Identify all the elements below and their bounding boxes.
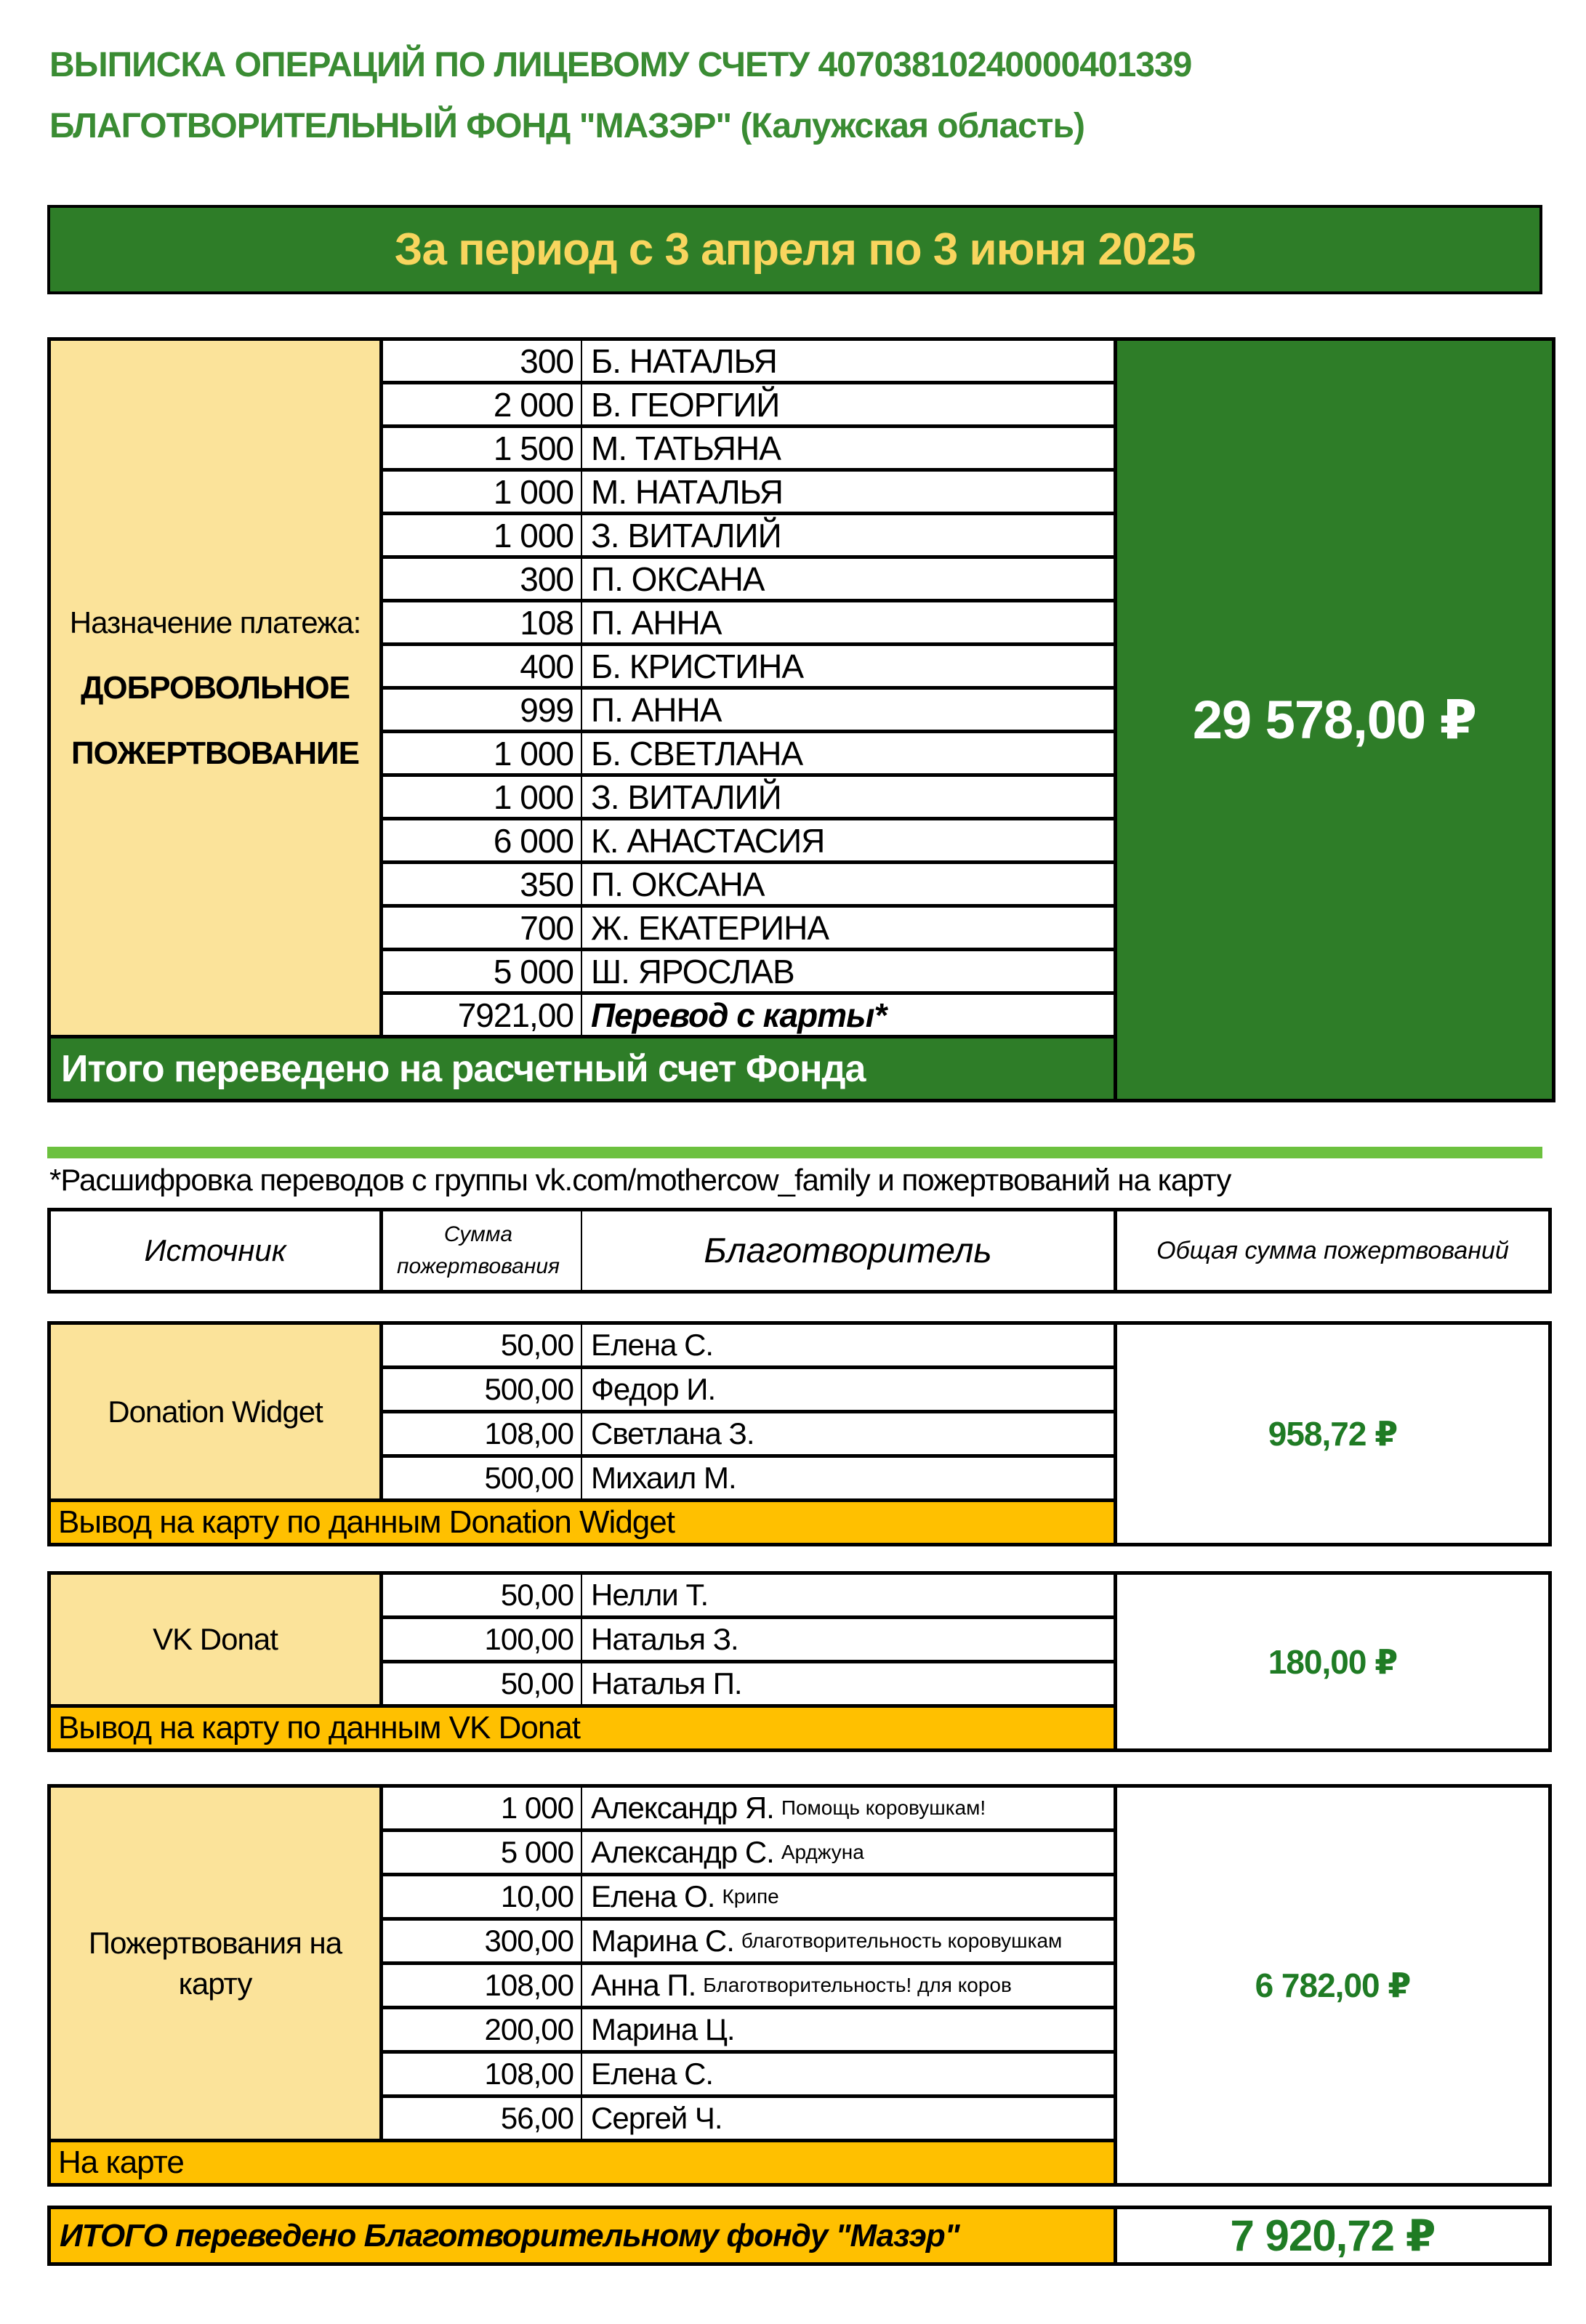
grand-total-label: ИТОГО переведено Благотворительному фонду "Мазэр" — [51, 2209, 1114, 2262]
donation-amount: 999 — [383, 690, 582, 730]
benefactor-note: Благотворительность! для коров — [703, 1974, 1012, 1996]
benefactor-name: Елена С. — [591, 2057, 714, 2091]
donation-amount: 6 000 — [383, 820, 582, 860]
breakdown-table — [47, 1784, 1552, 2187]
account-row — [383, 733, 1114, 773]
donor-name: Перевод с карты* — [591, 996, 887, 1034]
benefactor-cell — [582, 1663, 1114, 1704]
benefactor-name: Наталья З. — [591, 1622, 738, 1656]
donor-name: П. ОКСАНА — [591, 865, 765, 903]
page-title — [49, 45, 1191, 146]
donor-name: Б. КРИСТИНА — [591, 647, 804, 685]
breakdown-header-table — [47, 1208, 1552, 1294]
benefactor-row — [383, 1663, 1114, 1704]
account-row — [383, 384, 1114, 424]
header-amount: Сумма пожертвования — [383, 1211, 582, 1290]
donation-amount: 400 — [383, 646, 582, 686]
donor-name: П. АННА — [591, 690, 722, 729]
donor-name: М. ТАТЬЯНА — [591, 429, 781, 467]
footnote-text: *Расшифровка переводов с группы vk.com/mothercow_family и пожертвований на карту — [49, 1163, 1231, 1197]
donation-amount: 500,00 — [383, 1369, 582, 1410]
donation-amount: 100,00 — [383, 1619, 582, 1660]
account-row — [383, 864, 1114, 904]
account-row — [383, 559, 1114, 599]
source-cell: Пожертвования на карту — [51, 1788, 379, 2139]
benefactor-name: Наталья П. — [591, 1666, 742, 1700]
benefactor-cell — [582, 1788, 1114, 1828]
purpose-label: Назначение платежа: — [69, 605, 361, 639]
benefactor-name: Нелли Т. — [591, 1578, 709, 1612]
benefactor-row — [383, 1876, 1114, 1917]
account-total-cell: 29 578,00 ₽ — [1117, 341, 1552, 1099]
benefactor-cell — [582, 1575, 1114, 1615]
benefactor-name: Марина С. — [591, 1924, 734, 1958]
grand-total-row — [47, 2206, 1552, 2266]
donation-amount: 1 000 — [383, 733, 582, 773]
benefactor-note: Арджуна — [781, 1841, 864, 1863]
account-row — [383, 951, 1114, 991]
benefactor-cell — [582, 1876, 1114, 1917]
account-row — [383, 690, 1114, 730]
section-footer: Вывод на карту по данным VK Donat — [51, 1708, 1114, 1748]
donor-name: К. АНАСТАСИЯ — [591, 821, 825, 860]
donor-name: П. ОКСАНА — [591, 560, 765, 598]
donor-name: П. АННА — [591, 603, 722, 642]
donation-amount: 1 000 — [383, 515, 582, 555]
donor-name: Ж. ЕКАТЕРИНА — [591, 908, 829, 947]
benefactor-cell — [582, 1325, 1114, 1365]
donation-amount: 1 000 — [383, 472, 582, 512]
section-total-cell: 6 782,00 ₽ — [1117, 1788, 1548, 2183]
donation-amount: 300 — [383, 559, 582, 599]
benefactor-cell — [582, 1965, 1114, 2006]
header-total: Общая сумма пожертвований — [1117, 1211, 1548, 1290]
donation-amount: 500,00 — [383, 1458, 582, 1498]
donation-amount: 2 000 — [383, 384, 582, 424]
purpose-line-2: ПОЖЕРТВОВАНИЕ — [71, 735, 360, 771]
account-table-footer: Итого переведено на расчетный счет Фонда — [51, 1038, 1114, 1099]
donation-amount: 1 000 — [383, 1788, 582, 1828]
donation-amount: 10,00 — [383, 1876, 582, 1917]
section-total-cell: 958,72 ₽ — [1117, 1325, 1548, 1543]
benefactor-cell — [582, 2054, 1114, 2094]
donor-name: Б. НАТАЛЬЯ — [591, 342, 777, 380]
benefactor-cell — [582, 2009, 1114, 2050]
benefactor-cell — [582, 1369, 1114, 1410]
account-row — [383, 341, 1114, 381]
benefactor-cell — [582, 2098, 1114, 2139]
breakdown-table — [47, 1321, 1552, 1546]
breakdown-table — [47, 1571, 1552, 1752]
account-row — [383, 472, 1114, 512]
section-divider-bar — [47, 1147, 1542, 1158]
account-row — [383, 646, 1114, 686]
donation-amount: 108,00 — [383, 2054, 582, 2094]
benefactor-row — [383, 1832, 1114, 1873]
benefactor-row — [383, 1965, 1114, 2006]
benefactor-row — [383, 1575, 1114, 1615]
benefactor-note: благотворительность коровушкам — [741, 1929, 1063, 1952]
section-footer: Вывод на карту по данным Donation Widget — [51, 1502, 1114, 1543]
payment-purpose-cell — [51, 341, 379, 1035]
benefactor-row — [383, 1369, 1114, 1410]
benefactor-name: Александр С. — [591, 1835, 774, 1869]
donation-amount: 300,00 — [383, 1921, 582, 1961]
donor-name: В. ГЕОРГИЙ — [591, 385, 780, 424]
donor-name: М. НАТАЛЬЯ — [591, 472, 783, 511]
grand-total-value: 7 920,72 ₽ — [1117, 2209, 1548, 2262]
benefactor-cell — [582, 1832, 1114, 1873]
benefactor-name: Марина Ц. — [591, 2012, 735, 2046]
donor-name: Б. СВЕТЛАНА — [591, 734, 803, 772]
source-cell: VK Donat — [51, 1575, 379, 1704]
benefactor-row — [383, 1458, 1114, 1498]
title-line-2: БЛАГОТВОРИТЕЛЬНЫЙ ФОНД "МАЗЭР" (Калужская область) — [49, 107, 1084, 145]
benefactor-name: Анна П. — [591, 1968, 696, 2002]
period-banner — [47, 205, 1542, 294]
purpose-line-1: ДОБРОВОЛЬНОЕ — [81, 669, 350, 706]
benefactor-row — [383, 2009, 1114, 2050]
benefactor-row — [383, 1921, 1114, 1961]
account-row — [383, 602, 1114, 642]
account-row — [383, 995, 1114, 1035]
benefactor-row — [383, 1413, 1114, 1454]
benefactor-name: Александр Я. — [591, 1791, 774, 1825]
benefactor-cell — [582, 1619, 1114, 1660]
header-benefactor: Благотворитель — [704, 1231, 992, 1270]
header-source: Источник — [51, 1211, 379, 1290]
benefactor-note: Помощь коровушкам! — [781, 1796, 986, 1819]
donation-amount: 108,00 — [383, 1965, 582, 2006]
benefactor-row — [383, 1619, 1114, 1660]
section-total-cell: 180,00 ₽ — [1117, 1575, 1548, 1748]
section-footer: На карте — [51, 2142, 1114, 2183]
benefactor-name: Елена С. — [591, 1328, 714, 1362]
donor-name: З. ВИТАЛИЙ — [591, 778, 781, 816]
donation-amount: 5 000 — [383, 1832, 582, 1873]
benefactor-note: Крипе — [722, 1885, 779, 1908]
title-line-1: ВЫПИСКА ОПЕРАЦИЙ ПО ЛИЦЕВОМУ СЧЕТУ 40703810240000401339 — [49, 46, 1192, 84]
donation-amount: 350 — [383, 864, 582, 904]
header-middle — [383, 1211, 1114, 1290]
account-row — [383, 908, 1114, 948]
benefactor-name: Сергей Ч. — [591, 2101, 722, 2135]
benefactor-cell — [582, 1458, 1114, 1498]
account-row — [383, 428, 1114, 468]
donation-amount: 300 — [383, 341, 582, 381]
donation-amount: 108 — [383, 602, 582, 642]
source-cell: Donation Widget — [51, 1325, 379, 1498]
benefactor-name: Светлана З. — [591, 1416, 754, 1451]
benefactor-cell — [582, 1413, 1114, 1454]
donor-name: Ш. ЯРОСЛАВ — [591, 952, 794, 990]
period-text: За период с 3 апреля по 3 июня 2025 — [394, 225, 1196, 275]
account-row — [383, 777, 1114, 817]
benefactor-row — [383, 2054, 1114, 2094]
donation-amount: 1 000 — [383, 777, 582, 817]
benefactor-row — [383, 2098, 1114, 2139]
benefactor-name: Федор И. — [591, 1372, 716, 1406]
benefactor-row — [383, 1325, 1114, 1365]
account-row — [383, 820, 1114, 860]
donation-amount: 50,00 — [383, 1575, 582, 1615]
donation-amount: 50,00 — [383, 1325, 582, 1365]
donation-amount: 700 — [383, 908, 582, 948]
benefactor-name: Елена О. — [591, 1879, 715, 1913]
donation-amount: 108,00 — [383, 1413, 582, 1454]
benefactor-row — [383, 1788, 1114, 1828]
benefactor-name: Михаил М. — [591, 1461, 736, 1495]
donation-amount: 56,00 — [383, 2098, 582, 2139]
donation-amount: 7921,00 — [383, 995, 582, 1035]
donor-name: З. ВИТАЛИЙ — [591, 516, 781, 554]
donation-amount: 50,00 — [383, 1663, 582, 1704]
account-operations-table — [47, 337, 1555, 1102]
benefactor-cell — [582, 1921, 1114, 1961]
donation-amount: 1 500 — [383, 428, 582, 468]
account-row — [383, 515, 1114, 555]
donation-amount: 5 000 — [383, 951, 582, 991]
donation-amount: 200,00 — [383, 2009, 582, 2050]
